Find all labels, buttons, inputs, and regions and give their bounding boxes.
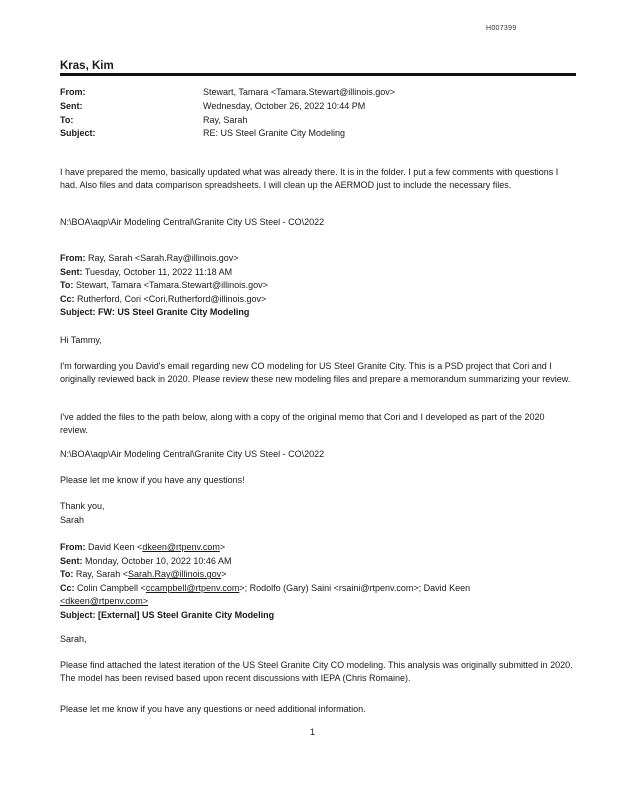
forward1-subject-value: FW: US Steel Granite City Modeling [98, 307, 250, 318]
page-number: 1 [310, 727, 316, 737]
forward2-to-email-link[interactable]: Sarah.Ray@illinois.gov [127, 569, 222, 580]
forward1-paragraph-2: I've added the files to the path below, along with a copy of the original memo that Cori and I developed as part of the 2020 review. [60, 412, 545, 435]
reply-folder-path: N:\BOA\aqp\Air Modeling Central\Granite City US Steel - CO\2022 [60, 217, 325, 227]
sent-label: Sent: [60, 101, 83, 111]
forward2-paragraph-2: Please let me know if you have any questions or need additional information. [60, 704, 366, 714]
forward1-from-value: Ray, Sarah <Sarah.Ray@illinois.gov> [88, 253, 239, 263]
forward1-closing: Thank you, [60, 501, 105, 511]
forward1-subject-label: Subject: [60, 307, 96, 318]
forward2-sent-value: Monday, October 10, 2022 10:46 AM [85, 555, 232, 566]
forward2-subject-value: [External] US Steel Granite City Modeling [98, 609, 275, 620]
forward1-signature: Sarah [60, 515, 85, 525]
forward2-subject-label: Subject: [60, 609, 96, 620]
forward2-sent-label: Sent: [60, 555, 83, 566]
to-label: To: [60, 115, 74, 125]
forward1-paragraph-3: Please let me know if you have any questions! [60, 475, 245, 485]
from-value: Stewart, Tamara <Tamara.Stewart@illinois.gov> [203, 87, 396, 97]
forward2-from-close: > [219, 542, 226, 552]
forward1-sent-label: Sent: [60, 266, 83, 277]
from-label: From: [60, 87, 86, 97]
forward2-to-close: > [221, 569, 227, 580]
forward2-cc-value-b: >; Rodolfo (Gary) Saini <rsaini@rtpenv.com>; David Keen [239, 582, 471, 593]
forward1-from-label: From: [60, 253, 86, 263]
forward2-cc-email-link-a[interactable]: ccampbell@rtpenv.com [145, 582, 240, 593]
forward1-sent-value: Tuesday, October 11, 2022 11:18 AM [84, 266, 233, 277]
to-value: Ray, Sarah [203, 115, 248, 125]
forward2-greeting: Sarah, [60, 634, 87, 644]
reply-paragraph-1: I have prepared the memo, basically updated what was already there. It is in the folder. I put a few comments with questions I had. Also files and data comparison spreadsheets. I will clean up the AERMOD just to include the necessary files. [60, 167, 559, 190]
forward1-to-label: To: [60, 280, 74, 291]
forward1-to-value: Stewart, Tamara <Tamara.Stewart@illinois.gov> [75, 280, 268, 291]
forward2-cc-value-a: Colin Campbell < [77, 582, 146, 593]
forward2-from-email-link[interactable]: dkeen@rtpenv.com [142, 542, 220, 552]
forward2-cc-email-link-b[interactable]: <dkeen@rtpenv.com> [60, 596, 149, 607]
forward2-header [60, 541, 575, 623]
forward1-header [60, 252, 575, 320]
forward2-cc-label: Cc: [60, 582, 75, 593]
forward1-greeting: Hi Tammy, [60, 335, 102, 345]
sent-value: Wednesday, October 26, 2022 10:44 PM [203, 101, 366, 111]
forward1-cc-value: Rutherford, Cori <Cori.Rutherford@illinois.gov> [77, 293, 267, 304]
forward2-from-name: David Keen < [88, 542, 143, 552]
forward2-from-label: From: [60, 542, 86, 552]
mailbox-owner-name: Kras, Kim [60, 60, 114, 72]
forward1-folder-path: N:\BOA\aqp\Air Modeling Central\Granite City US Steel - CO\2022 [60, 449, 325, 459]
subject-value: RE: US Steel Granite City Modeling [203, 128, 346, 138]
forward1-paragraph-1: I'm forwarding you David's email regarding new CO modeling for US Steel Granite City. This is a PSD project that Cori and I originally reviewed back in 2020. Please review these new modeling files and prepare a memorandum summarizing your review. [60, 361, 571, 384]
bates-number: H007399 [486, 25, 517, 32]
forward1-cc-label: Cc: [60, 293, 75, 304]
forward2-to-name: Ray, Sarah < [75, 569, 128, 580]
forward2-paragraph-1: Please find attached the latest iteration of the US Steel Granite City CO modeling. This analysis was originally submitted in 2020. The model has been revised based upon recent discussions with IEPA (Chris Romaine). [60, 660, 573, 683]
subject-label: Subject: [60, 128, 96, 138]
header-divider [60, 73, 576, 76]
forward2-to-label: To: [60, 569, 74, 580]
